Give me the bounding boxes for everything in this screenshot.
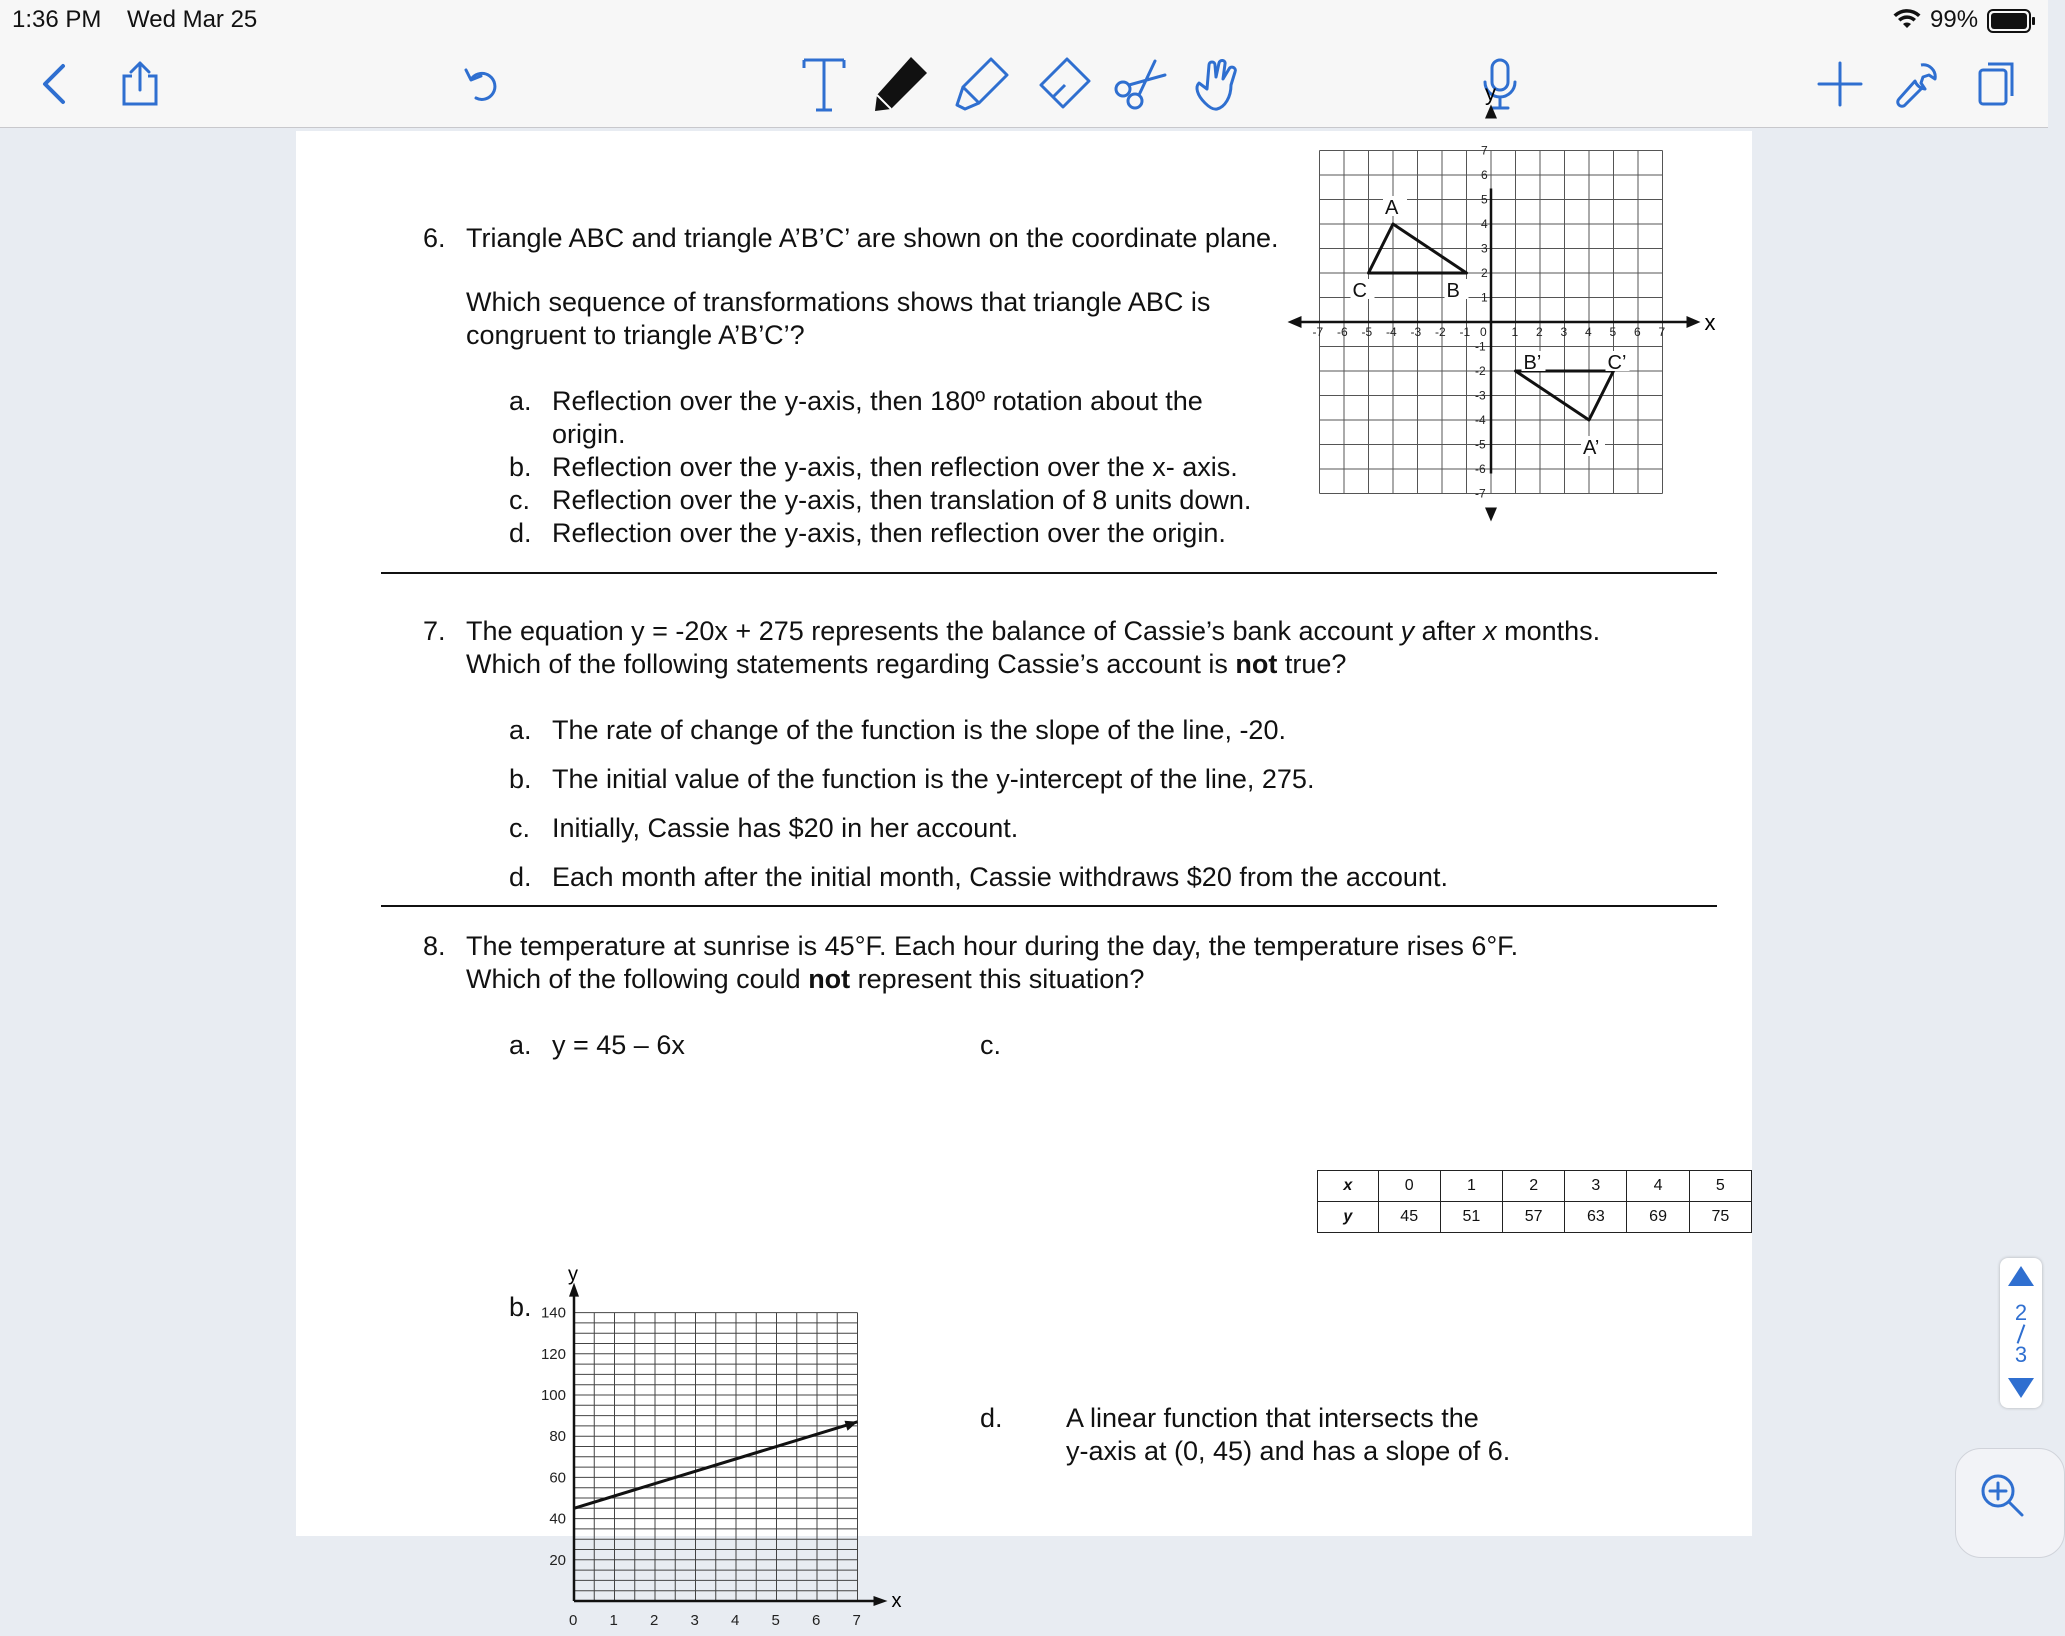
x-tick-label: -1 (1459, 325, 1471, 339)
q6-line3: congruent to triangle A’B’C’? (466, 320, 805, 350)
q6-option-d-letter: d. (509, 518, 532, 548)
status-date: Wed Mar 25 (127, 6, 258, 33)
document-page[interactable] (296, 80, 1752, 1629)
x-axis-arrow (874, 1596, 888, 1606)
q6-option-d: Reflection over the y-axis, then reflection over the origin. (552, 518, 1226, 548)
x-tick-label: -3 (1410, 325, 1422, 339)
y-tick-label: 5 (1481, 192, 1488, 207)
q7-option-d: Each month after the initial month, Cassie withdraws $20 from the account. (552, 862, 1448, 892)
table-row (1318, 1202, 1752, 1233)
y-tick-label: -7 (1475, 486, 1486, 501)
highlighter-tool-icon[interactable] (952, 54, 1012, 114)
x-tick-label: 2 (650, 1612, 659, 1629)
table-cell: 63 (1565, 1202, 1627, 1233)
y-tick-label: -4 (1475, 413, 1486, 427)
y-tick-label: -1 (1475, 339, 1486, 354)
q8-number: 8. (423, 931, 446, 961)
y-tick-label: 100 (540, 1387, 566, 1404)
table-cell: 75 (1689, 1202, 1751, 1233)
q8-grid (574, 1313, 858, 1601)
page-up-icon[interactable] (2006, 1264, 2036, 1293)
x-tick-label: -7 (1312, 325, 1324, 339)
origin-label: 0 (1480, 325, 1487, 339)
table-cell: 51 (1440, 1202, 1502, 1233)
x-tick-label: -4 (1386, 325, 1397, 339)
q7-line1 (466, 615, 1600, 648)
point-label: B’ (1523, 352, 1542, 374)
q7-line1-pre: The equation y = -20x + 275 represents the balance of Cassie’s bank account (466, 616, 1401, 646)
y-axis-label: y (1485, 80, 1496, 106)
x-tick-label: 4 (1585, 325, 1592, 339)
battery-percent: 99% (1930, 6, 1979, 33)
q6-line1: Triangle ABC and triangle A’B’C’ are shown on the coordinate plane. (466, 223, 1279, 253)
table-cell: 4 (1627, 1171, 1689, 1202)
q7-line2-bold: not (1235, 649, 1278, 679)
point-label: A’ (1583, 437, 1600, 459)
x-tick-label: 3 (690, 1612, 699, 1629)
table-cell: 0 (1378, 1171, 1440, 1202)
page-down-icon[interactable] (2006, 1376, 2036, 1405)
y-tick-label: -3 (1475, 388, 1486, 403)
q7-line2 (466, 648, 1346, 681)
y-tick-label: 7 (1481, 143, 1488, 158)
microphone-icon[interactable] (1470, 54, 1530, 114)
add-icon[interactable] (1810, 54, 1870, 114)
y-tick-label: 120 (540, 1345, 566, 1363)
x-tick-label: 6 (1634, 325, 1641, 339)
back-chevron-icon[interactable] (24, 54, 84, 114)
q7-line1-y: y (1400, 616, 1415, 646)
y-tick-label: 1 (1481, 290, 1488, 305)
q7-option-d-letter: d. (509, 862, 532, 892)
total-pages: 3 (2014, 1342, 2028, 1367)
q6-option-a-letter: a. (509, 386, 532, 416)
table-cell: 1 (1440, 1171, 1502, 1202)
q6-line2: Which sequence of transformations shows that triangle ABC is (466, 287, 1211, 317)
q7-line2-post: true? (1277, 649, 1347, 679)
y-tick-label: 40 (549, 1510, 566, 1528)
y-tick-label: 80 (549, 1428, 566, 1446)
y-tick-label: 6 (1481, 168, 1488, 182)
page-indicator[interactable] (2000, 1258, 2042, 1408)
point-label: C (1352, 280, 1367, 302)
q8-option-d-letter: d. (980, 1403, 1003, 1433)
y-tick-label: 4 (1481, 217, 1488, 231)
zoom-button[interactable] (1955, 1448, 2065, 1558)
q6-number: 6. (423, 223, 446, 253)
y-tick-label: 140 (540, 1304, 566, 1322)
wifi-icon (1893, 8, 1921, 37)
x-tick-label: 5 (1609, 325, 1617, 339)
table-cell: 5 (1689, 1171, 1751, 1202)
q8-line-chart (526, 1263, 902, 1636)
x-tick-label: 0 (569, 1612, 578, 1629)
table-cell: 45 (1378, 1202, 1440, 1233)
q8-option-d-line2: y-axis at (0, 45) and has a slope of 6. (1066, 1436, 1511, 1466)
q7-line2-pre: Which of the following statements regarding Cassie’s account is (466, 649, 1236, 679)
x-tick-label: 1 (609, 1612, 618, 1629)
zoom-in-icon (1978, 1471, 2028, 1521)
q6-option-c-letter: c. (509, 485, 531, 515)
eraser-tool-icon[interactable] (1032, 54, 1092, 114)
table-cell: 2 (1503, 1171, 1565, 1202)
x-tick-label: -6 (1337, 325, 1348, 339)
divider-q6-q7 (381, 572, 1717, 574)
divider-q7-q8 (381, 905, 1717, 907)
q7-option-c: Initially, Cassie has $20 in her account. (552, 813, 1019, 843)
current-page: 2 (2014, 1300, 2028, 1325)
x-tick-label: 7 (852, 1612, 861, 1629)
x-tick-label: 7 (1658, 325, 1666, 339)
point-label: A (1385, 197, 1399, 219)
q8-line2 (466, 963, 1144, 996)
battery-icon (1987, 9, 2037, 40)
q8-option-a: y = 45 – 6x (552, 1030, 685, 1060)
q8-option-c-letter: c. (980, 1030, 1002, 1060)
x-tick-label: 1 (1511, 325, 1519, 339)
x-axis-label: x (1704, 310, 1716, 335)
y-axis-label: y (568, 1263, 578, 1286)
status-time: 1:36 PM (12, 6, 102, 33)
q8-line2-post: represent this situation? (850, 964, 1145, 994)
x-tick-label: 6 (812, 1612, 821, 1629)
q7-option-b: The initial value of the function is the y-intercept of the line, 275. (552, 764, 1315, 794)
x-tick-label: 3 (1560, 325, 1568, 339)
q7-line1-mid: after (1414, 616, 1484, 646)
q7-option-a: The rate of change of the function is the slope of the line, -20. (552, 715, 1286, 745)
share-icon[interactable] (110, 54, 170, 114)
q8-line2-bold: not (808, 964, 851, 994)
q6-coordinate-plane (1312, 80, 1748, 571)
q8-line2-pre: Which of the following could (466, 964, 809, 994)
q6-option-b-letter: b. (509, 452, 532, 482)
y-tick-label: -6 (1475, 462, 1486, 476)
x-tick-label: 5 (771, 1612, 780, 1629)
q6-option-c: Reflection over the y-axis, then translation of 8 units down. (552, 485, 1252, 515)
q8-xy-table (1317, 1170, 1752, 1233)
q8-option-a-letter: a. (509, 1030, 532, 1060)
y-tick-label: -5 (1475, 437, 1486, 452)
q7-option-c-letter: c. (509, 813, 531, 843)
y-axis-arrow (1485, 508, 1497, 522)
q6-option-a-cont: origin. (552, 419, 626, 449)
y-tick-label: 3 (1481, 241, 1488, 256)
q8-option-d-line1: A linear function that intersects the (1066, 1403, 1479, 1433)
x-tick-label: 2 (1536, 325, 1543, 339)
y-tick-label: 20 (549, 1551, 566, 1569)
undo-icon[interactable] (452, 54, 512, 114)
scissors-tool-icon[interactable] (1110, 54, 1170, 114)
q8-line1: The temperature at sunrise is 45°F. Each hour during the day, the temperature rises 6°F. (466, 931, 1519, 961)
y-tick-label: 60 (549, 1469, 566, 1487)
point-label: C’ (1607, 352, 1627, 374)
x-axis-label: x (891, 1590, 902, 1612)
q6-option-b: Reflection over the y-axis, then reflection over the x- axis. (552, 452, 1238, 482)
x-tick-label: -5 (1361, 325, 1373, 339)
table-cell: 69 (1627, 1202, 1689, 1233)
x-tick-label: 4 (731, 1612, 740, 1629)
wrench-icon[interactable] (1886, 54, 1946, 114)
status-bar (0, 0, 2048, 40)
table-row (1318, 1171, 1752, 1202)
pages-icon[interactable] (1966, 54, 2026, 114)
q7-line1-post: months. (1496, 616, 1601, 646)
q7-number: 7. (423, 616, 446, 646)
table-cell: 57 (1503, 1202, 1565, 1233)
q7-option-b-letter: b. (509, 764, 532, 794)
text-tool-icon[interactable] (794, 54, 854, 114)
pen-tool-icon[interactable] (870, 54, 930, 114)
table-x-header: x (1318, 1171, 1379, 1202)
table-y-header: y (1318, 1202, 1379, 1233)
table-cell: 3 (1565, 1171, 1627, 1202)
q7-option-a-letter: a. (509, 715, 532, 745)
pointer-hand-icon[interactable] (1188, 54, 1248, 114)
y-tick-label: 2 (1481, 266, 1488, 280)
x-tick-label: -2 (1435, 325, 1446, 339)
x-axis-arrow (1687, 316, 1701, 328)
page-separator (2017, 1324, 2026, 1343)
q6-option-a: Reflection over the y-axis, then 180º rotation about the (552, 386, 1203, 416)
q8-option-b-letter: b. (509, 1292, 532, 1322)
q7-line1-x: x (1483, 616, 1497, 646)
toolbar (0, 40, 2048, 128)
x-axis-arrow (1288, 316, 1302, 328)
point-label: B (1446, 280, 1460, 302)
y-tick-label: -2 (1475, 364, 1486, 378)
